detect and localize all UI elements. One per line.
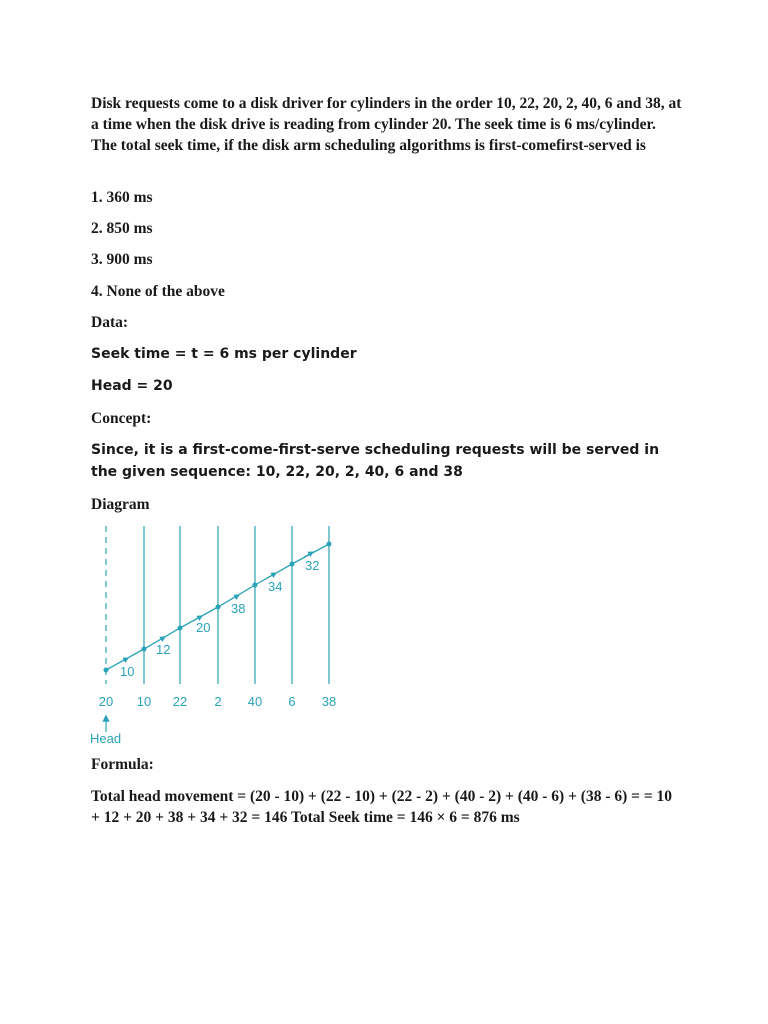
segment-label: 10 — [120, 664, 135, 679]
segment-label: 32 — [305, 558, 320, 573]
seek-time-line: Seek time = t = 6 ms per cylinder — [91, 346, 357, 362]
segment-label: 34 — [268, 579, 283, 594]
head-line: Head = 20 — [91, 378, 173, 394]
arrow-5 — [267, 573, 276, 578]
arrow-1 — [119, 658, 128, 663]
arrow-4 — [230, 595, 239, 600]
axis-label: 6 — [288, 694, 296, 709]
point-20 — [104, 668, 109, 673]
axis-label: 22 — [172, 694, 188, 709]
formula-heading: Formula: — [91, 756, 154, 773]
concept-heading: Concept: — [91, 410, 152, 427]
data-heading: Data: — [91, 314, 129, 331]
segment-label: 12 — [156, 642, 171, 657]
point-6 — [290, 562, 295, 567]
point-38 — [327, 542, 332, 547]
question-text: Disk requests come to a disk driver for cylinders in the order 10, 22, 20, 2, 40, 6 and 38, at a time when the disk drive is reading from cylinder 20. The seek time is 6 ms/cylinder. The total seek time, if the disk arm scheduling algorithms is first-comefirst-served is — [91, 95, 682, 154]
axis-label: 38 — [321, 694, 337, 709]
axis-label: 2 — [214, 694, 222, 709]
axis-label: 40 — [247, 694, 263, 709]
point-10 — [142, 647, 147, 652]
option-1: 1. 360 ms — [91, 189, 153, 206]
formula-text: Total head movement = (20 - 10) + (22 - 10) + (22 - 2) + (40 - 2) + (40 - 6) + (38 - 6) = = 10 + 12 + 20 + 38 + 34 + 32 = 146 Total Seek time = 146 × 6 = 876 ms — [91, 788, 673, 826]
option-2: 2. 850 ms — [91, 220, 153, 237]
fcfs-diagram — [88, 522, 348, 752]
point-40 — [253, 583, 258, 588]
point-2 — [216, 605, 221, 610]
diagram-heading: Diagram — [91, 496, 150, 513]
point-22 — [178, 626, 183, 631]
concept-text: Since, it is a first-come-first-serve scheduling requests will be served in the given sequence: 10, 22, 20, 2, 40, 6 and 38 — [91, 442, 660, 480]
arrow-6 — [304, 552, 313, 557]
axis-label: 10 — [136, 694, 152, 709]
head-label: Head — [90, 731, 122, 746]
axis-label: 20 — [98, 694, 114, 709]
option-3: 3. 900 ms — [91, 251, 153, 268]
option-4: 4. None of the above — [91, 283, 225, 300]
segment-label: 38 — [231, 601, 246, 616]
segment-label: 20 — [196, 620, 211, 635]
